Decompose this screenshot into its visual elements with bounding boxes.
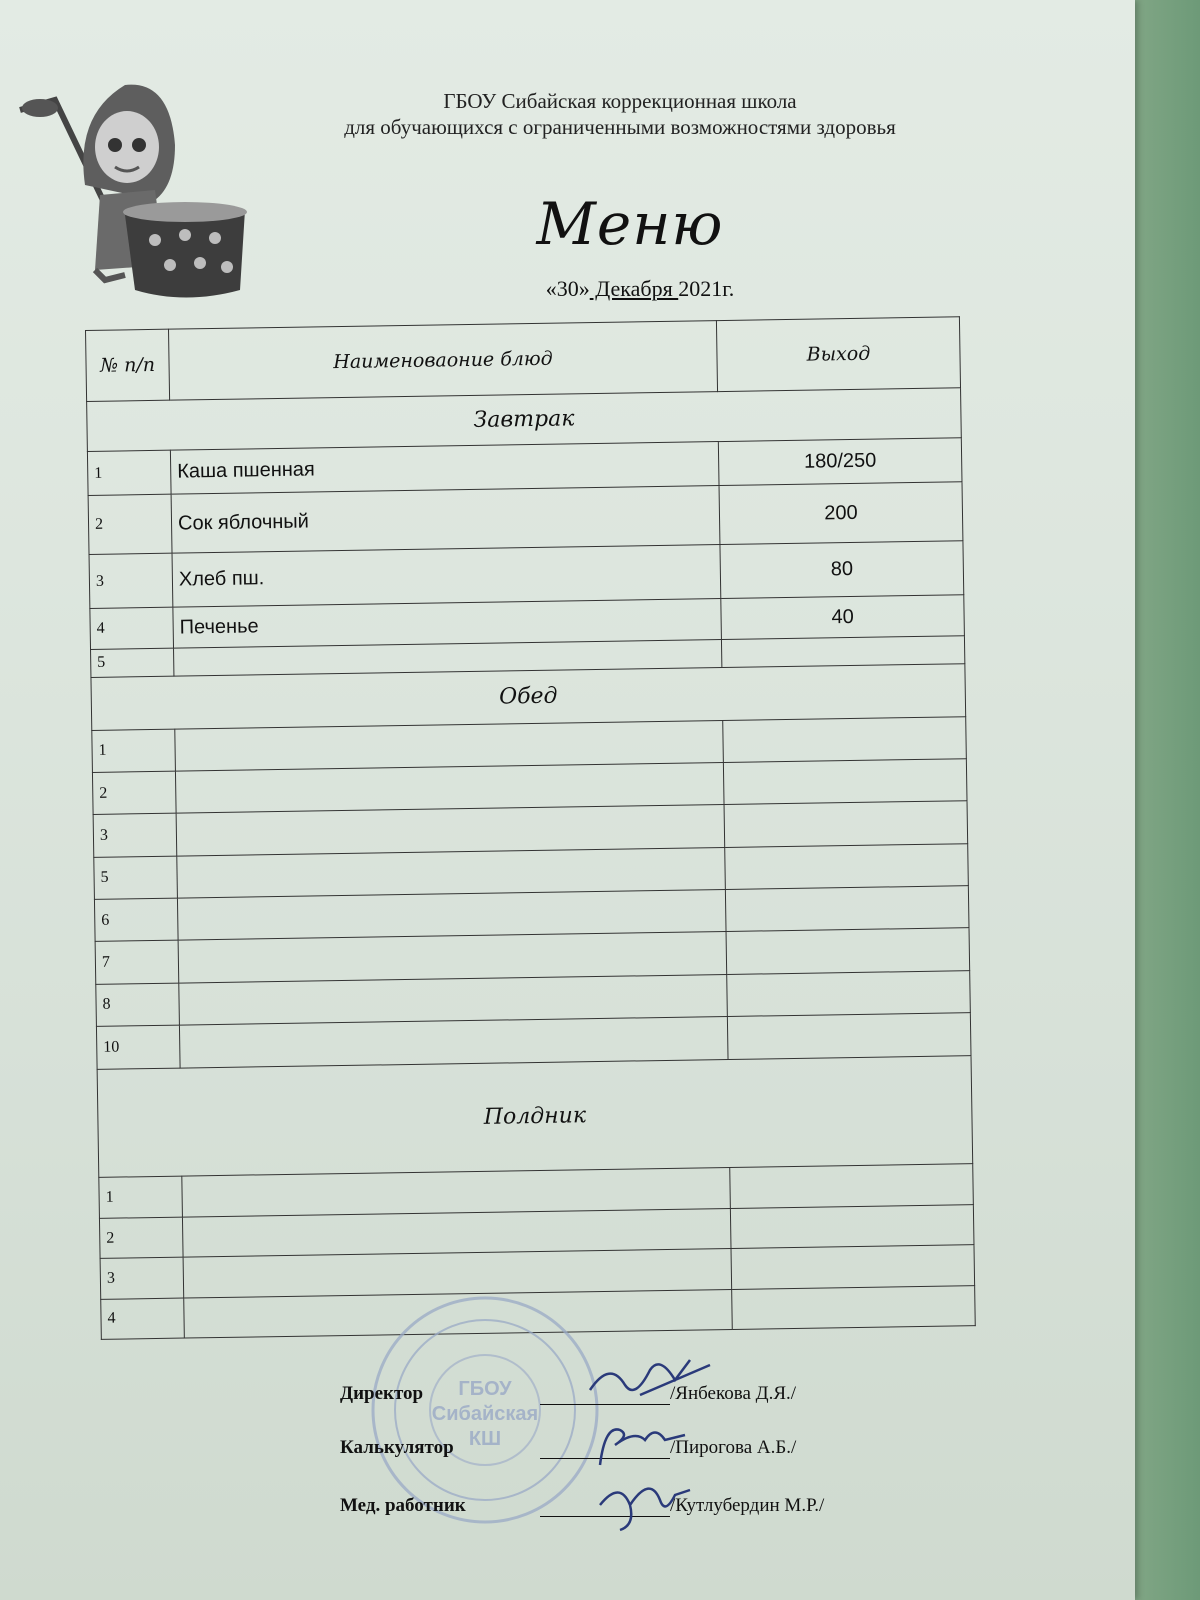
svg-text:Сибайская: Сибайская bbox=[431, 1403, 539, 1425]
date-year: 2021г. bbox=[678, 276, 735, 301]
row-number: 2 bbox=[92, 771, 176, 815]
row-number: 5 bbox=[94, 856, 178, 900]
row-number: 1 bbox=[87, 450, 171, 496]
dish-output: 40 bbox=[721, 595, 965, 639]
signature-name: /Пирогова А.Б./ bbox=[670, 1437, 797, 1458]
date-day: «30» bbox=[545, 276, 590, 301]
row-number: 2 bbox=[99, 1217, 183, 1259]
dish-output bbox=[726, 928, 970, 974]
dish-output bbox=[725, 886, 969, 932]
calculator-signature bbox=[585, 1410, 695, 1470]
school-name-line1: ГБОУ Сибайская коррекционная школа bbox=[443, 89, 797, 113]
school-name-line2: для обучающихся с ограниченными возможностями здоровья bbox=[344, 115, 896, 139]
header-num: № п/п bbox=[86, 329, 170, 401]
dish-output: 180/250 bbox=[718, 438, 962, 486]
section-title-breakfast: Завтрак bbox=[87, 387, 962, 451]
medic-signature bbox=[590, 1465, 700, 1535]
dish-output bbox=[727, 1013, 971, 1059]
mascot-illustration bbox=[15, 75, 255, 310]
signature-role: Директор bbox=[340, 1383, 424, 1404]
row-number: 8 bbox=[96, 983, 180, 1027]
menu-title: Меню bbox=[536, 190, 724, 258]
row-number: 1 bbox=[99, 1177, 183, 1219]
school-name bbox=[230, 88, 1010, 140]
row-number: 4 bbox=[90, 608, 174, 650]
dish-output bbox=[723, 759, 967, 805]
signature-role: Калькулятор bbox=[340, 1437, 454, 1458]
dish-name: Хлеб пш. bbox=[172, 545, 721, 608]
signature-name: /Янбекова Д.Я./ bbox=[670, 1383, 797, 1404]
director-signature bbox=[580, 1350, 720, 1410]
row-number: 3 bbox=[89, 553, 173, 609]
dish-output bbox=[730, 1204, 974, 1248]
row-number: 7 bbox=[95, 941, 179, 985]
svg-text:КШ: КШ bbox=[468, 1428, 502, 1450]
row-number: 10 bbox=[96, 1025, 180, 1069]
dish-output bbox=[723, 716, 967, 762]
dish-name: Сок яблочный bbox=[171, 486, 720, 553]
menu-date bbox=[440, 276, 840, 302]
row-number: 4 bbox=[101, 1298, 185, 1340]
section-row-snack bbox=[97, 1055, 973, 1178]
section-title-snack: Полдник bbox=[97, 1055, 973, 1178]
signature-name: /Кутлубердин М.Р./ bbox=[670, 1495, 825, 1516]
row-number: 1 bbox=[92, 729, 176, 773]
dish-output bbox=[730, 1164, 974, 1208]
official-stamp bbox=[365, 1290, 605, 1530]
dish-name: Печенье bbox=[173, 599, 722, 648]
svg-text:ГБОУ: ГБОУ bbox=[458, 1378, 512, 1400]
dish-output bbox=[731, 1245, 975, 1289]
dish-name: Каша пшенная bbox=[170, 442, 719, 495]
dish-output bbox=[721, 636, 964, 668]
row-number: 6 bbox=[94, 898, 178, 942]
dish-output bbox=[727, 970, 971, 1016]
section-title-lunch: Обед bbox=[91, 664, 966, 730]
menu-table bbox=[85, 316, 976, 1340]
dish-output: 200 bbox=[719, 482, 963, 544]
date-month: Декабря bbox=[589, 276, 679, 301]
dish-output bbox=[732, 1285, 976, 1329]
dish-output: 80 bbox=[720, 541, 964, 599]
header-output: Выход bbox=[716, 317, 960, 391]
row-number: 2 bbox=[88, 495, 172, 555]
dish-output bbox=[724, 801, 968, 847]
dish-output bbox=[725, 843, 969, 889]
row-number: 5 bbox=[91, 648, 174, 678]
row-number: 3 bbox=[93, 813, 177, 857]
signature-role: Мед. работник bbox=[340, 1495, 466, 1516]
header-dish-name: Наименоваоние блюд bbox=[168, 321, 717, 400]
row-number: 3 bbox=[100, 1257, 184, 1299]
